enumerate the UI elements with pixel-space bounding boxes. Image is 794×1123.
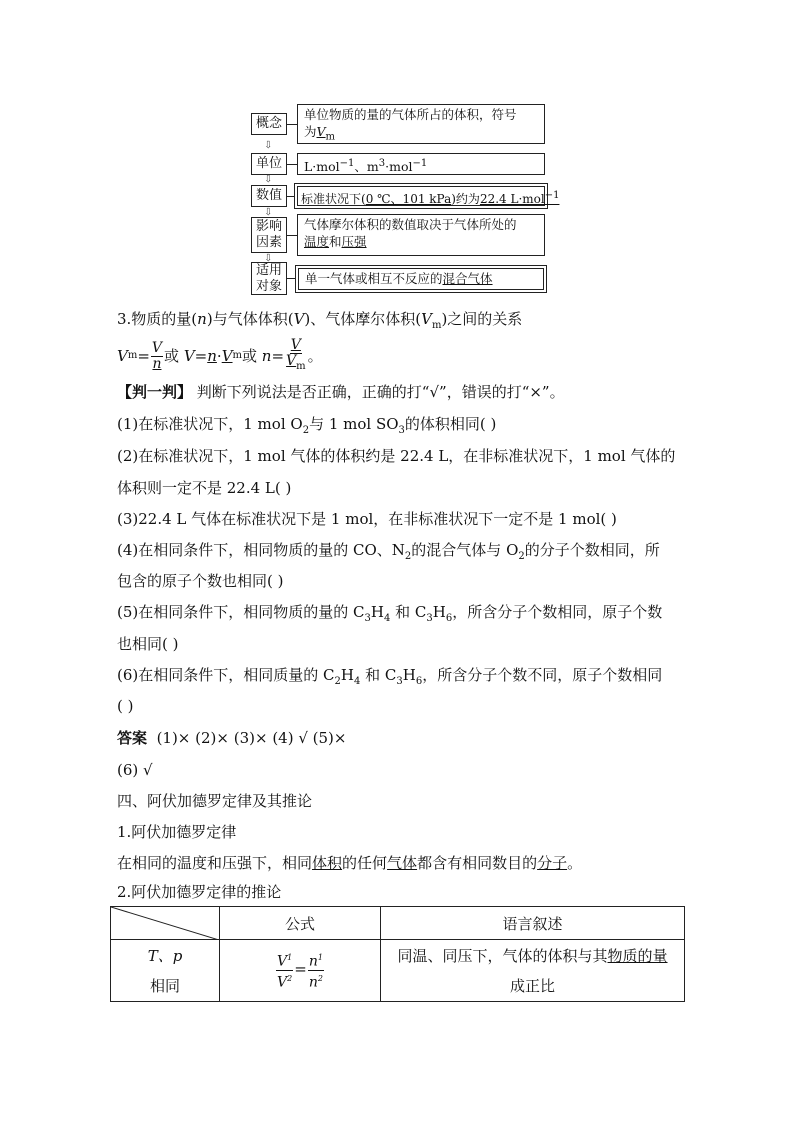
section4-subheading-2: 2.阿伏加德罗定律的推论: [117, 883, 282, 901]
table-row: [111, 940, 685, 1002]
diagram-label-scope: 适用 对象: [251, 262, 287, 295]
judge-instruction: 【判一判】 判断下列说法是否正确，正确的打“√”，错误的打“×”。: [117, 383, 565, 401]
question-5-line1: (5)在相同条件下，相同物质的量的 $C_3H_4$ 和 $C_3H_6$，所含分子个数相同，原子个数: [117, 603, 663, 624]
diagram-box-factors: 气体摩尔体积的数值取决于气体所处的 温度和压强: [297, 214, 545, 256]
down-arrow-icon: ⇩: [264, 207, 273, 218]
diagram-label-value: 数值: [251, 185, 287, 207]
answer-line2: (6) √: [117, 761, 153, 779]
section3-formula: V m = $\frac{V}{n}$ 或 V = n · V m 或 n = $\frac{V}{V_m}$ 。: [117, 337, 323, 372]
diagram-box-concept: 单位物质的量的气体所占的体积，符号 为$V_m$: [297, 104, 545, 144]
section4-subheading-1: 1.阿伏加德罗定律: [117, 823, 237, 841]
answer-line1: 答案 (1)× (2)× (3)× (4) √ (5)×: [117, 729, 347, 747]
diagram-label-concept: 概念: [251, 113, 287, 135]
table-header-description: 语言叙述: [381, 907, 685, 940]
down-arrow-icon: ⇩: [264, 174, 273, 185]
diagram-box-scope: 单一气体或相互不反应的混合气体: [298, 268, 544, 290]
question-2-line1: (2)在标准状况下，1 mol 气体的体积约是 22.4 L，在非标准状况下，1 mol 气体的: [117, 447, 676, 465]
question-1: (1)在标准状况下，1 mol $O_2$与 1 mol $SO_3$的体积相同( ): [117, 415, 497, 436]
diagram-box-unit: L·mol$^{-1}$、$m^3\cdot mol^{-1}$: [297, 153, 545, 175]
question-2-line2: 体积则一定不是 22.4 L( ): [117, 479, 292, 497]
table-header-formula: 公式: [220, 907, 381, 940]
table-description-cell: 同温、同压下，气体的体积与其物质的量 成正比: [381, 940, 685, 1002]
table-formula-cell: $\frac{V^1}{V^2}$ = $\frac{n^1}{n^2}$: [220, 940, 381, 1002]
question-4-line2: 包含的原子个数也相同( ): [117, 572, 284, 590]
question-6-line2: ( ): [117, 697, 134, 715]
diagram-label-unit: 单位: [251, 153, 287, 175]
table-condition-cell: T、p 相同: [111, 940, 220, 1002]
table-corner-cell: [111, 907, 220, 940]
diagram-box-value: 标准状况下(0 ℃、101 kPa)约为22.4 L·mol$^{-1}$: [297, 186, 545, 206]
question-4-line1: (4)在相同条件下，相同物质的量的 CO、$N_2$的混合气体与 $O_2$的分子个数相同，所: [117, 541, 660, 562]
down-arrow-icon: ⇩: [264, 253, 273, 264]
question-5-line2: 也相同( ): [117, 635, 179, 653]
section3-title: 3.物质的量(n)与气体体积(V)、气体摩尔体积$(V_m)$之间的关系: [117, 310, 523, 331]
diagram-label-factors: 影响 因素: [251, 217, 287, 253]
question-6-line1: (6)在相同条件下，相同质量的 $C_2H_4$ 和 $C_3H_6$，所含分子个数不同，原子个数相同: [117, 666, 663, 687]
question-3: (3)22.4 L 气体在标准状况下是 1 mol，在非标准状况下一定不是 1 mol( ): [117, 510, 617, 528]
down-arrow-icon: ⇩: [264, 140, 273, 151]
avogadro-law-text: 在相同的温度和压强下，相同体积的任何气体都含有相同数目的分子。: [117, 854, 583, 872]
section4-heading: 四、阿伏加德罗定律及其推论: [117, 792, 313, 810]
inference-table: [110, 906, 685, 1002]
diagonal-line-icon: [111, 907, 219, 940]
